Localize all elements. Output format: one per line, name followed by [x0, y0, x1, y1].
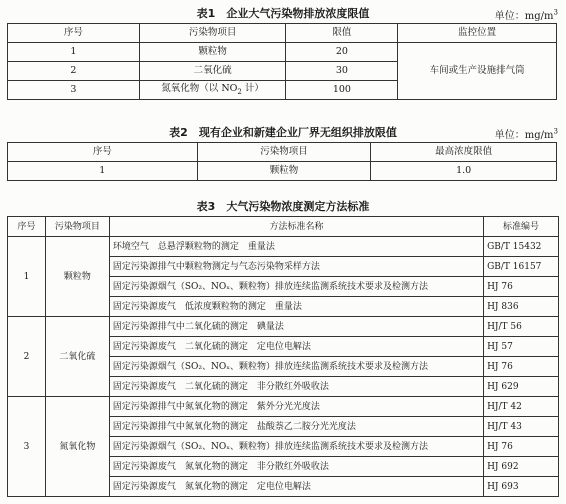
- table1-header-limit: 限值: [286, 24, 398, 43]
- table1-header-row: [8, 24, 557, 43]
- table2-cell-limit: 1.0: [371, 162, 557, 181]
- table1-item-sub: 2: [237, 87, 242, 96]
- table1-cell-item: 二氧化硫: [139, 62, 286, 81]
- table3-cell-code: HJ 76: [484, 277, 559, 297]
- table2-header-no: 序号: [8, 143, 198, 162]
- table-row: [8, 43, 557, 62]
- table1-cell-item: 颗粒物: [139, 43, 286, 62]
- table3-cell-method: 固定污染源排气中氮氧化物的测定 盐酸萘乙二胺分光光度法: [109, 417, 483, 437]
- table1-item-pre: 氮氧化物（以 NO: [161, 82, 238, 94]
- table1-header-no: 序号: [8, 24, 140, 43]
- table2: [7, 142, 557, 181]
- table1-caption: 表1 企业大气污染物排放浓度限值: [196, 7, 370, 20]
- table1-cell-no: 1: [8, 43, 140, 62]
- table3-cell-code: HJ 692: [484, 457, 559, 477]
- table2-caption: 表2 现有企业和新建企业厂界无组织排放限值: [169, 126, 397, 139]
- table2-unit-sup: 3: [553, 127, 558, 136]
- table3-cell-method: 固定污染源废气 低浓度颗粒物的测定 重量法: [109, 297, 483, 317]
- table3-cell-code: HJ/T 42: [484, 397, 559, 417]
- table3-cell-method: 固定污染源废气 氮氧化物的测定 非分散红外吸收法: [109, 457, 483, 477]
- table3-cell-item: 氮氧化物: [45, 397, 109, 497]
- table3-cell-method: 固定污染源废气 二氧化硫的测定 非分散红外吸收法: [109, 377, 483, 397]
- table3-header-row: [8, 217, 559, 237]
- table3-body: [8, 237, 559, 497]
- table2-cell-item: 颗粒物: [197, 162, 371, 181]
- table3-cell-method: 固定污染源排气中氮氧化物的测定 紫外分光光度法: [109, 397, 483, 417]
- table3-caption: 表3 大气污染物浓度测定方法标准: [196, 200, 370, 213]
- table1-cell-location: 车间或生产设施排气筒: [398, 43, 557, 100]
- table2-unit-text: 单位：mg/m: [494, 130, 554, 141]
- table3-cell-code: HJ 76: [484, 437, 559, 457]
- table2-header-limit: 最高浓度限值: [371, 143, 557, 162]
- table3-cell-method: 固定污染源排气中颗粒物测定与气态污染物采样方法: [109, 257, 483, 277]
- table3: [7, 216, 559, 497]
- table3-cell-code: HJ 836: [484, 297, 559, 317]
- table3-header-method: 方法标准名称: [109, 217, 483, 237]
- table3-cell-method: 固定污染源废气 二氧化硫的测定 定电位电解法: [109, 337, 483, 357]
- table1-cell-limit: 30: [286, 62, 398, 81]
- table3-header-code: 标准编号: [484, 217, 559, 237]
- table1-cell-item: [139, 81, 286, 100]
- table-row: [8, 237, 559, 257]
- table3-cell-method: 固定污染源排气中二氧化硫的测定 碘量法: [109, 317, 483, 337]
- table3-cell-no: 2: [8, 317, 46, 397]
- table-row: [8, 317, 559, 337]
- table3-cell-code: GB/T 16157: [484, 257, 559, 277]
- table2-unit: [495, 126, 558, 141]
- table3-cell-method: 固定污染源烟气（SO₂、NOₓ、颗粒物）排放连续监测系统技术要求及检测方法: [109, 357, 483, 377]
- table2-header-row: [8, 143, 557, 162]
- table1-item-post: 计）: [241, 82, 264, 94]
- table3-cell-code: HJ/T 56: [484, 317, 559, 337]
- table1-cell-limit: 20: [286, 43, 398, 62]
- table3-cell-method: 固定污染源烟气（SO₂、NOₓ、颗粒物）排放连续监测系统技术要求及检测方法: [109, 277, 483, 297]
- table3-header-no: 序号: [8, 217, 46, 237]
- table-row: [8, 397, 559, 417]
- table3-cell-code: HJ 57: [484, 337, 559, 357]
- table1-cell-limit: 100: [286, 81, 398, 100]
- table2-header-item: 污染物项目: [197, 143, 371, 162]
- table3-cell-no: 1: [8, 237, 46, 317]
- table3-cell-code: HJ 629: [484, 377, 559, 397]
- table1-header-item: 污染物项目: [139, 24, 286, 43]
- table1-unit-text: 单位：mg/m: [494, 11, 554, 22]
- table1-unit-sup: 3: [553, 8, 558, 17]
- table-row: [8, 162, 557, 181]
- table1-cell-no: 3: [8, 81, 140, 100]
- table3-cell-code: HJ 693: [484, 477, 559, 497]
- table1-unit: [495, 7, 558, 22]
- table3-cell-item: 二氧化硫: [45, 317, 109, 397]
- table3-cell-code: HJ 76: [484, 357, 559, 377]
- table1-header-location: 监控位置: [398, 24, 557, 43]
- table2-cell-no: 1: [8, 162, 198, 181]
- table3-cell-method: 固定污染源烟气（SO₂、NOₓ、颗粒物）排放连续监测系统技术要求及检测方法: [109, 437, 483, 457]
- table3-header-item: 污染物项目: [45, 217, 109, 237]
- table3-cell-method: 固定污染源废气 氮氧化物的测定 定电位电解法: [109, 477, 483, 497]
- table3-cell-item: 颗粒物: [45, 237, 109, 317]
- table3-cell-method: 环境空气 总悬浮颗粒物的测定 重量法: [109, 237, 483, 257]
- table3-cell-code: HJ/T 43: [484, 417, 559, 437]
- table1-cell-no: 2: [8, 62, 140, 81]
- table3-cell-no: 3: [8, 397, 46, 497]
- table3-cell-code: GB/T 15432: [484, 237, 559, 257]
- table1: [7, 23, 557, 100]
